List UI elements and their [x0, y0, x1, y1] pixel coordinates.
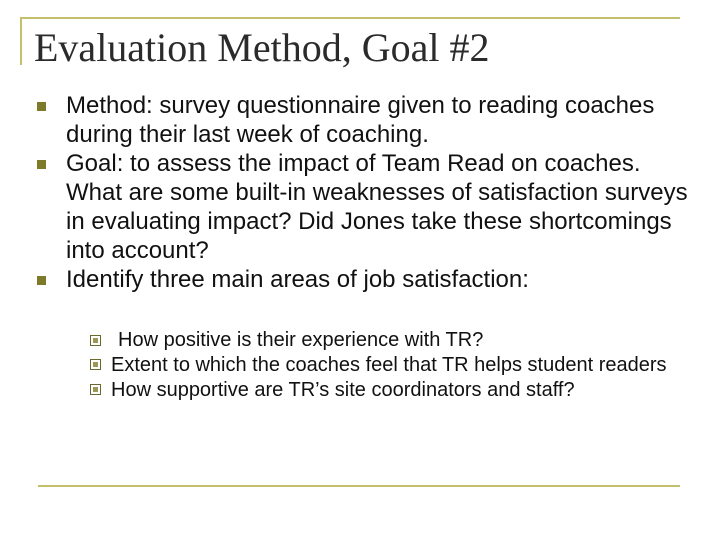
square-bullet-icon [37, 160, 46, 169]
sub-bullet-item [90, 328, 690, 353]
checkbox-bullet-icon [90, 384, 101, 395]
sub-bullet-text: Extent to which the coaches feel that TR helps student readers [111, 354, 667, 376]
bullet-item [36, 149, 696, 265]
bullet-text: Goal: to assess the impact of Team Read on coaches. What are some built-in weaknesses of satisfaction surveys in evaluating impact? Did Jones take these shortcomings into account? [66, 150, 688, 264]
slide-title: Evaluation Method, Goal #2 [34, 25, 490, 70]
square-bullet-icon [37, 102, 46, 111]
bullet-list [36, 91, 696, 294]
bullet-text: Identify three main areas of job satisfaction: [66, 266, 529, 293]
bullet-item [36, 265, 696, 294]
left-rule [20, 17, 22, 65]
checkbox-bullet-icon [90, 359, 101, 370]
sub-bullet-list [90, 328, 690, 403]
bullet-text: Method: survey questionnaire given to reading coaches during their last week of coaching. [66, 92, 655, 148]
sub-bullet-item [90, 353, 690, 378]
bullet-item [36, 91, 696, 149]
bottom-rule [38, 485, 680, 487]
sub-bullet-text: How supportive are TR’s site coordinators and staff? [111, 379, 575, 401]
square-bullet-icon [37, 276, 46, 285]
sub-bullet-text: How positive is their experience with TR? [118, 329, 484, 351]
top-rule [20, 17, 680, 19]
checkbox-bullet-icon [90, 335, 101, 346]
sub-bullet-item [90, 378, 690, 403]
